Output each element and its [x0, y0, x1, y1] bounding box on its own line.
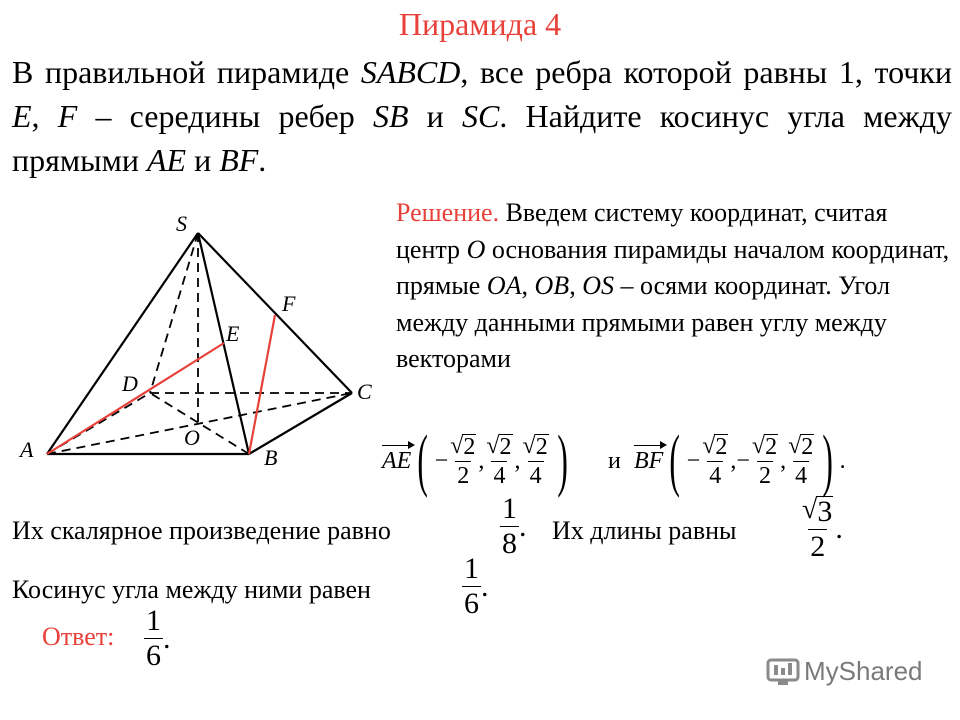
edge-SD: [150, 233, 198, 393]
edge-SA: [47, 233, 198, 454]
cosine-text: Косинус угла между ними равен: [12, 575, 371, 604]
vector-ae: AE ( − √ 2 2 , √ 2 4 , √ 2 4 ): [382, 422, 568, 499]
dot-product-value: $\frac{1}{8}$ .: [502, 492, 527, 560]
fraction: √ 2 2: [450, 433, 476, 489]
fraction: √ 2 4: [522, 433, 548, 489]
solution-text: Решение. Введем систему координат, считая центр O основания пирамиды началом координат, прямые OA, OB, OS – осями координат. Угол между данными прямыми равен углу между векторами: [396, 198, 950, 373]
vector-ae-name: AE: [382, 447, 412, 474]
edge-SC: [198, 233, 352, 393]
label-E: E: [226, 321, 240, 346]
problem-statement: В правильной пирамиде SABCD, все ребра которой равны 1, точки E, F – середины ребер SB и SC. Найдите косинус угла между прямыми AE и BF.: [12, 54, 953, 178]
fraction: √ 2 4: [702, 433, 728, 489]
fraction: √ 2 4: [486, 433, 512, 489]
lengths-value: √ 3 2 .: [802, 494, 843, 563]
vector-bf-name: BF: [634, 447, 664, 474]
segment-BF: [249, 315, 275, 454]
label-F: F: [282, 291, 296, 316]
vector-and: и: [608, 448, 621, 474]
label-D: D: [122, 371, 138, 396]
watermark-logo: [766, 656, 923, 687]
slide-title: Пирамида 4: [398, 6, 562, 42]
answer-label: Ответ:: [42, 622, 115, 651]
label-S: S: [176, 211, 187, 236]
dot-product-text: Их скалярное произведение равно: [12, 516, 391, 545]
label-B: B: [264, 445, 278, 470]
monitor-logo-icon: [766, 657, 800, 687]
cosine-value: $\frac{1}{6}$ .: [464, 552, 489, 620]
label-C: C: [357, 379, 372, 404]
label-O: O: [184, 425, 200, 450]
pyramid-figure: [14, 205, 384, 475]
fraction: √ 2 2: [751, 433, 778, 489]
lengths-text: Их длины равны: [552, 516, 737, 545]
answer-value: $\frac{1}{6}$ .: [146, 604, 171, 672]
label-A: A: [20, 437, 34, 462]
fraction: √ 2 4: [788, 433, 814, 489]
logo-text: MyShared: [804, 656, 923, 686]
vector-bf: BF ( − √ 2 4 , − √ 2 2 , √ 2 4 ) .: [634, 422, 846, 499]
